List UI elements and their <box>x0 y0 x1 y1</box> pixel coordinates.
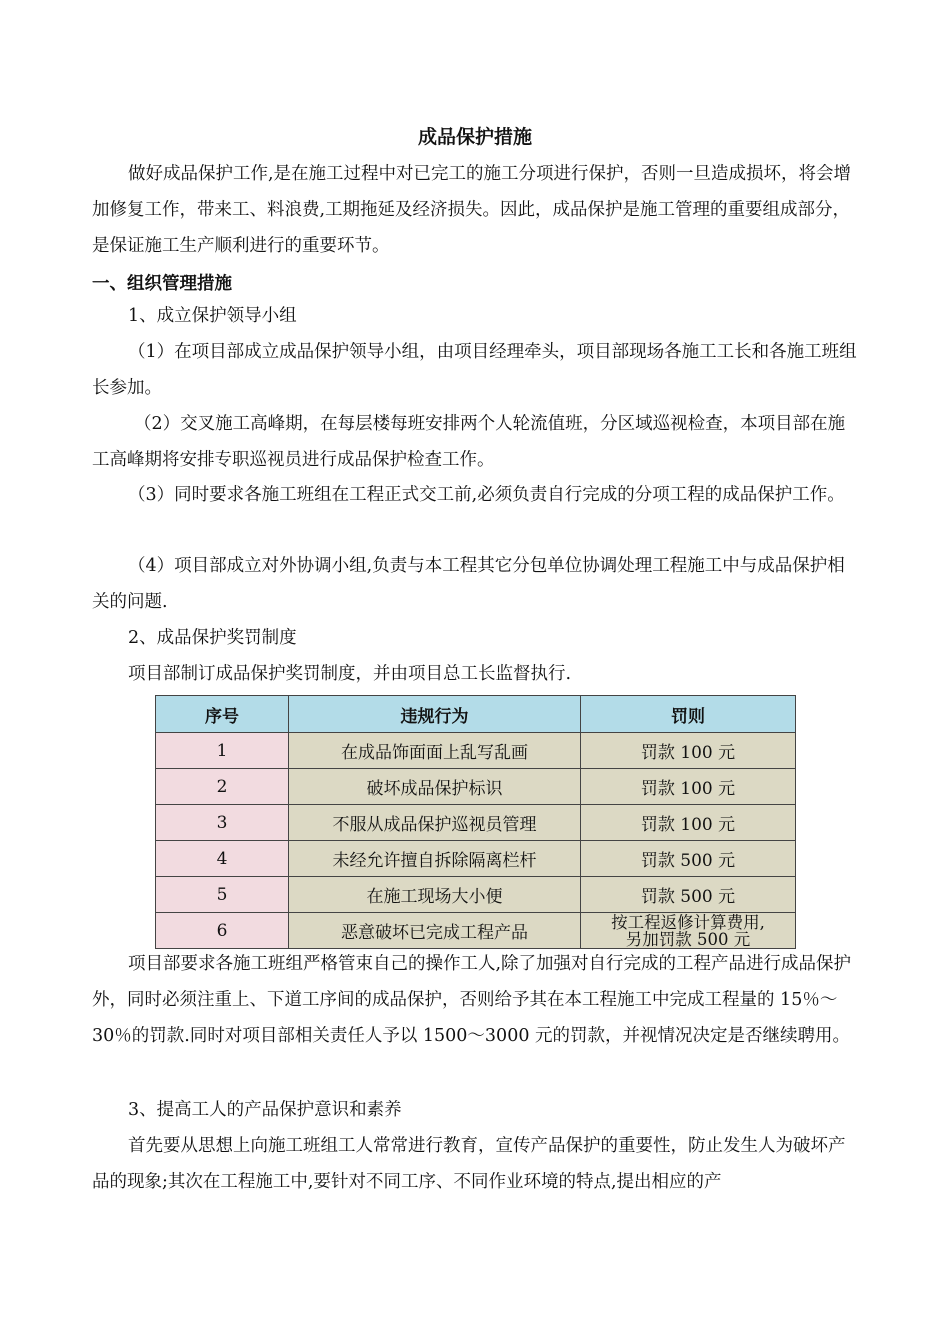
penalty-line-2: 另加罚款 500 元 <box>625 929 751 949</box>
cell-no: 2 <box>156 769 289 805</box>
table-row <box>156 805 796 841</box>
cell-action: 在成品饰面面上乱写乱画 <box>289 733 581 769</box>
measure-item-2: （2）交叉施工高峰期，在每层楼每班安排两个人轮流值班，分区域巡视检查，本项目部在施工高峰期将安排专职巡视员进行成品保护检查工作。 <box>92 414 846 470</box>
table-row <box>156 841 796 877</box>
table-row <box>156 733 796 769</box>
document-title: 成品保护措施 <box>417 126 532 148</box>
cell-no: 6 <box>156 913 289 949</box>
cell-action: 在施工现场大小便 <box>289 877 581 913</box>
measure-item-4: （4）项目部成立对外协调小组,负责与本工程其它分包单位协调处理工程施工中与成品保护相关的问题. <box>92 556 845 612</box>
cell-no: 1 <box>156 733 289 769</box>
header-action: 违规行为 <box>289 696 581 733</box>
cell-no: 3 <box>156 805 289 841</box>
cell-penalty: 罚款 100 元 <box>581 769 796 805</box>
table-row <box>156 913 796 949</box>
cell-no: 4 <box>156 841 289 877</box>
measure-item-3: （3）同时要求各施工班组在工程正式交工前,必须负责自行完成的分项工程的成品保护工作。 <box>128 485 845 505</box>
cell-no: 5 <box>156 877 289 913</box>
cell-action: 恶意破坏已完成工程产品 <box>289 913 581 949</box>
measure-item-1: （1）在项目部成立成品保护领导小组，由项目经理牵头，项目部现场各施工工长和各施工班组长参加。 <box>92 342 857 398</box>
cell-action: 不服从成品保护巡视员管理 <box>289 805 581 841</box>
cell-penalty: 罚款 100 元 <box>581 805 796 841</box>
subheading-3: 3、提高工人的产品保护意识和素养 <box>128 1100 402 1120</box>
table-header-row <box>156 696 796 733</box>
table-row <box>156 877 796 913</box>
table-row <box>156 769 796 805</box>
after-table-paragraph: 项目部要求各施工班组严格管束自己的操作工人,除了加强对自行完成的工程产品进行成品保护外，同时必须注重上、下道工序间的成品保护，否则给予其在本工程施工中完成工程量的 15％～30％的罚款.同时对项目部相关责任人予以 1500～3000 元的罚款，并视情况决定是否继续聘用。 <box>92 954 852 1046</box>
cell-penalty: 罚款 500 元 <box>581 841 796 877</box>
section-heading-1: 一、组织管理措施 <box>92 274 232 294</box>
intro-paragraph: 做好成品保护工作,是在施工过程中对已完工的施工分项进行保护，否则一旦造成损坏，将会增加修复工作，带来工、料浪费,工期拖延及经济损失。因此，成品保护是施工管理的重要组成部分，是保证施工生产顺利进行的重要环节。 <box>92 164 852 256</box>
last-paragraph: 首先要从思想上向施工班组工人常常进行教育，宣传产品保护的重要性，防止发生人为破坏产品的现象;其次在工程施工中,要针对不同工序、不同作业环境的特点,提出相应的产 <box>92 1136 846 1192</box>
cell-penalty <box>581 913 796 949</box>
penalty-line-1: 按工程返修计算费用, <box>611 912 765 932</box>
subheading-2: 2、成品保护奖罚制度 <box>128 628 297 648</box>
cell-penalty: 罚款 500 元 <box>581 877 796 913</box>
header-no: 序号 <box>156 696 289 733</box>
cell-penalty: 罚款 100 元 <box>581 733 796 769</box>
header-penalty: 罚则 <box>581 696 796 733</box>
subheading-1: 1、成立保护领导小组 <box>128 306 297 326</box>
rule-intro: 项目部制订成品保护奖罚制度，并由项目总工长监督执行. <box>128 664 572 684</box>
penalty-table <box>155 695 796 949</box>
cell-action: 未经允许擅自拆除隔离栏杆 <box>289 841 581 877</box>
cell-action: 破坏成品保护标识 <box>289 769 581 805</box>
